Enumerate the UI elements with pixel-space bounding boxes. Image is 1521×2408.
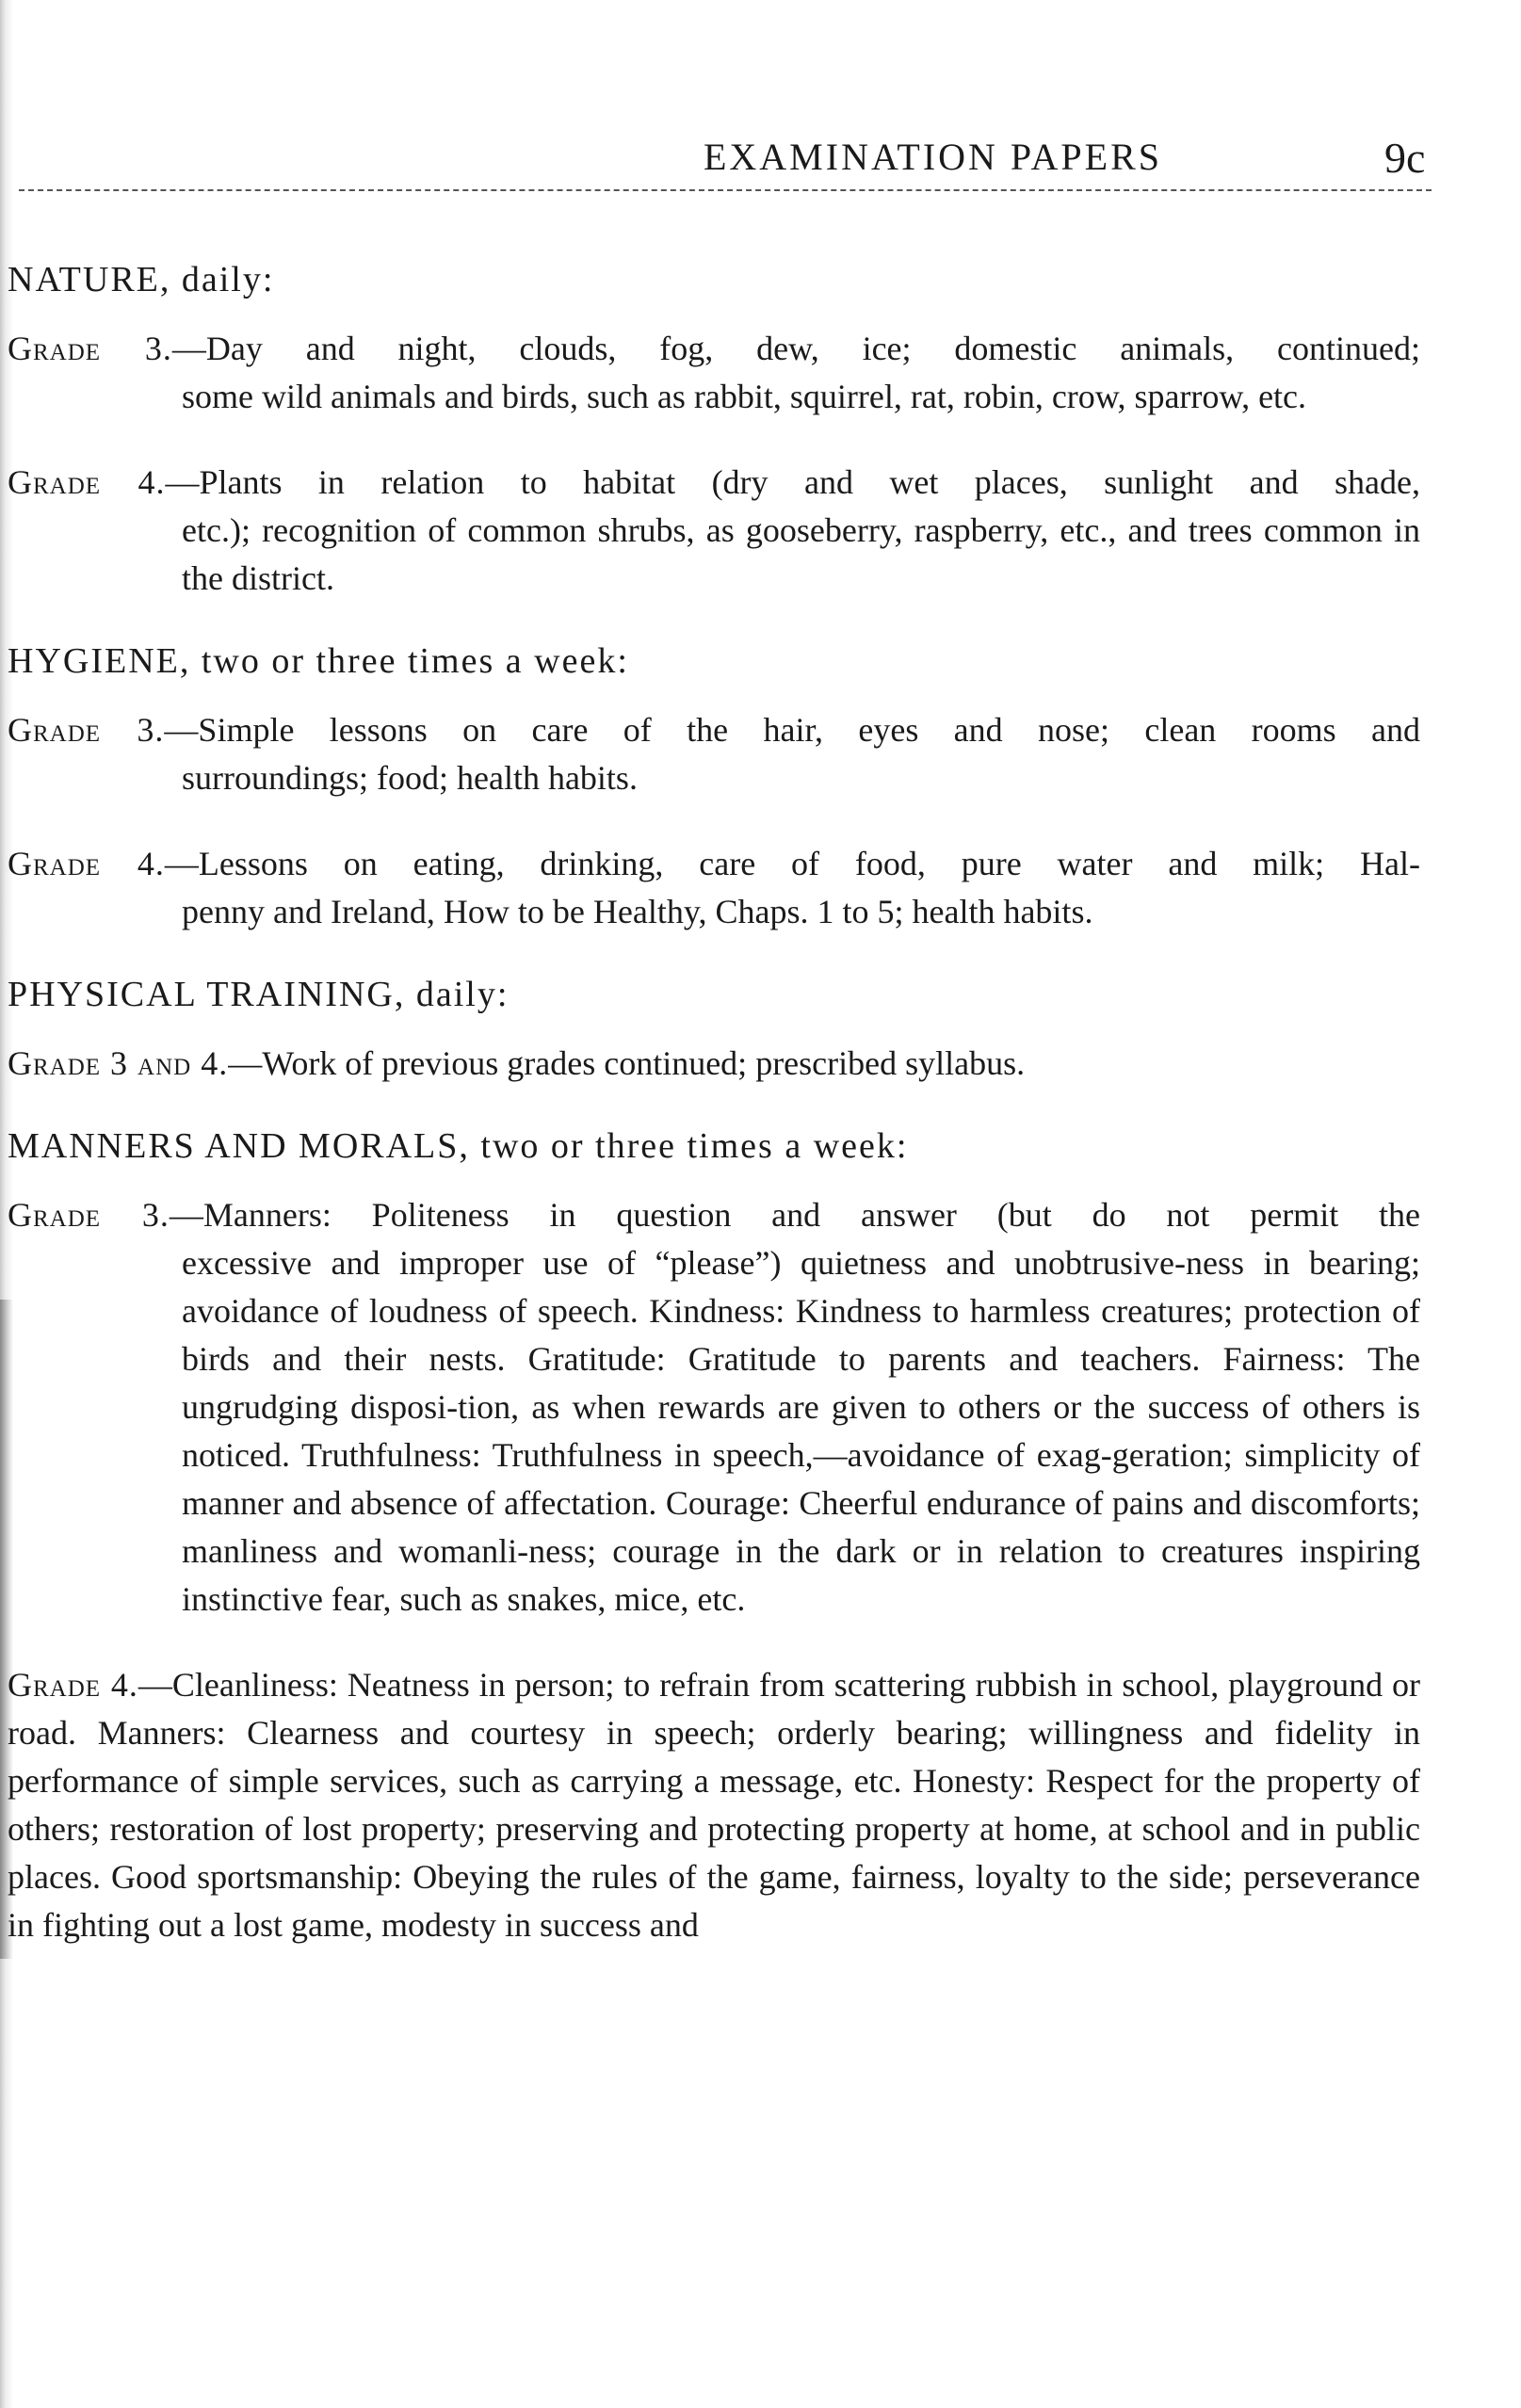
hygiene-grade-3-continuation: surroundings; food; health habits. <box>182 759 638 797</box>
nature-grade-3-first-line <box>8 325 1420 373</box>
manners-grade-4 <box>8 1661 1420 1949</box>
physical-training-grades <box>8 1040 1420 1088</box>
grade-label: Grade 3. <box>8 1196 170 1234</box>
grade-label: Grade 3. <box>8 330 172 367</box>
header-rule <box>19 189 1432 191</box>
grade-label: Grade 4. <box>8 1666 138 1704</box>
hygiene-grade-3 <box>8 706 1420 802</box>
nature-grade-3-continuation: some wild animals and birds, such as rabbit, squirrel, rat, robin, crow, sparrow, etc. <box>182 378 1307 415</box>
manners-grade-3 <box>8 1191 1420 1624</box>
nature-grade-4-continuation: etc.); recognition of common shrubs, as gooseberry, raspberry, etc., and trees common in the district. <box>182 511 1420 597</box>
manners-grade-3-continuation: excessive and improper use of “please”) quietness and unobtrusive-ness in bearing; avoidance of loudness of speech. Kindness: Kindness to harmless creatures; protection of birds and their nests. Gratitude: Gratitude to parents and teachers. Fairness: The ungrudging disposi-tion, as when rewards are given to others or the success of others is noticed. Truthfulness: Truthfulness in speech,—avoidance of exag-geration; simplicity of manner and absence of affectation. Courage: Cheerful endurance of pains and discomforts; manliness and womanli-ness; courage in the dark or in relation to creatures inspiring instinctive fear, such as snakes, mice, etc. <box>182 1244 1420 1618</box>
grade-label: Grade 3 and 4. <box>8 1044 229 1082</box>
grade-text: —Day and night, clouds, fog, dew, ice; domestic animals, continued; <box>171 330 1420 367</box>
physical-training-line <box>8 1044 1025 1082</box>
nature-grade-4-first-line <box>8 459 1420 507</box>
grade-text: —Cleanliness: Neatness in person; to refrain from scattering rubbish in school, playground or road. Manners: Clearness and courtesy in speech; orderly bearing; willingness and fidelity in performance of simple services, such as carrying a message, etc. Honesty: Respect for the property of others; restoration of lost property; preserving and protecting property at home, at school and in public places. Good sportsmanship: Obeying the rules of the game, fairness, loyalty to the side; perseverance in fighting out a lost game, modesty in success and <box>8 1666 1420 1944</box>
grade-text: —Manners: Politeness in question and answer (but do not permit the <box>169 1196 1420 1234</box>
manners-morals-heading: MANNERS AND MORALS, two or three times a week: <box>8 1126 909 1166</box>
grade-text: —Plants in relation to habitat (dry and wet places, sunlight and shade, <box>165 463 1420 501</box>
physical-training-heading: PHYSICAL TRAINING, daily: <box>8 975 510 1014</box>
grade-label: Grade 3. <box>8 711 165 749</box>
hygiene-heading: HYGIENE, two or three times a week: <box>8 641 629 681</box>
nature-grade-4 <box>8 459 1420 603</box>
grade-text: —Lessons on eating, drinking, care of food, pure water and milk; Hal- <box>164 845 1420 882</box>
manners-grade-3-first-line <box>8 1191 1420 1239</box>
manners-grade-4-paragraph <box>8 1661 1420 1949</box>
hygiene-grade-4 <box>8 840 1420 936</box>
grade-label: Grade 4. <box>8 845 165 882</box>
grade-text: —Work of previous grades continued; prescribed syllabus. <box>228 1044 1026 1082</box>
hygiene-grade-4-first-line <box>8 840 1420 888</box>
page-body <box>8 259 1420 1949</box>
nature-heading: NATURE, daily: <box>8 260 275 299</box>
page-number: 9c <box>1384 134 1426 182</box>
running-title <box>19 135 1228 179</box>
page-header <box>19 135 1432 201</box>
grade-text: —Simple lessons on care of the hair, eyes and nose; clean rooms and <box>164 711 1420 749</box>
hygiene-grade-3-first-line <box>8 706 1420 754</box>
nature-grade-3 <box>8 325 1420 421</box>
hygiene-grade-4-continuation: penny and Ireland, How to be Healthy, Chaps. 1 to 5; health habits. <box>182 893 1093 930</box>
grade-label: Grade 4. <box>8 463 166 501</box>
running-title-text: EXAMINATION PAPERS <box>703 136 1162 178</box>
